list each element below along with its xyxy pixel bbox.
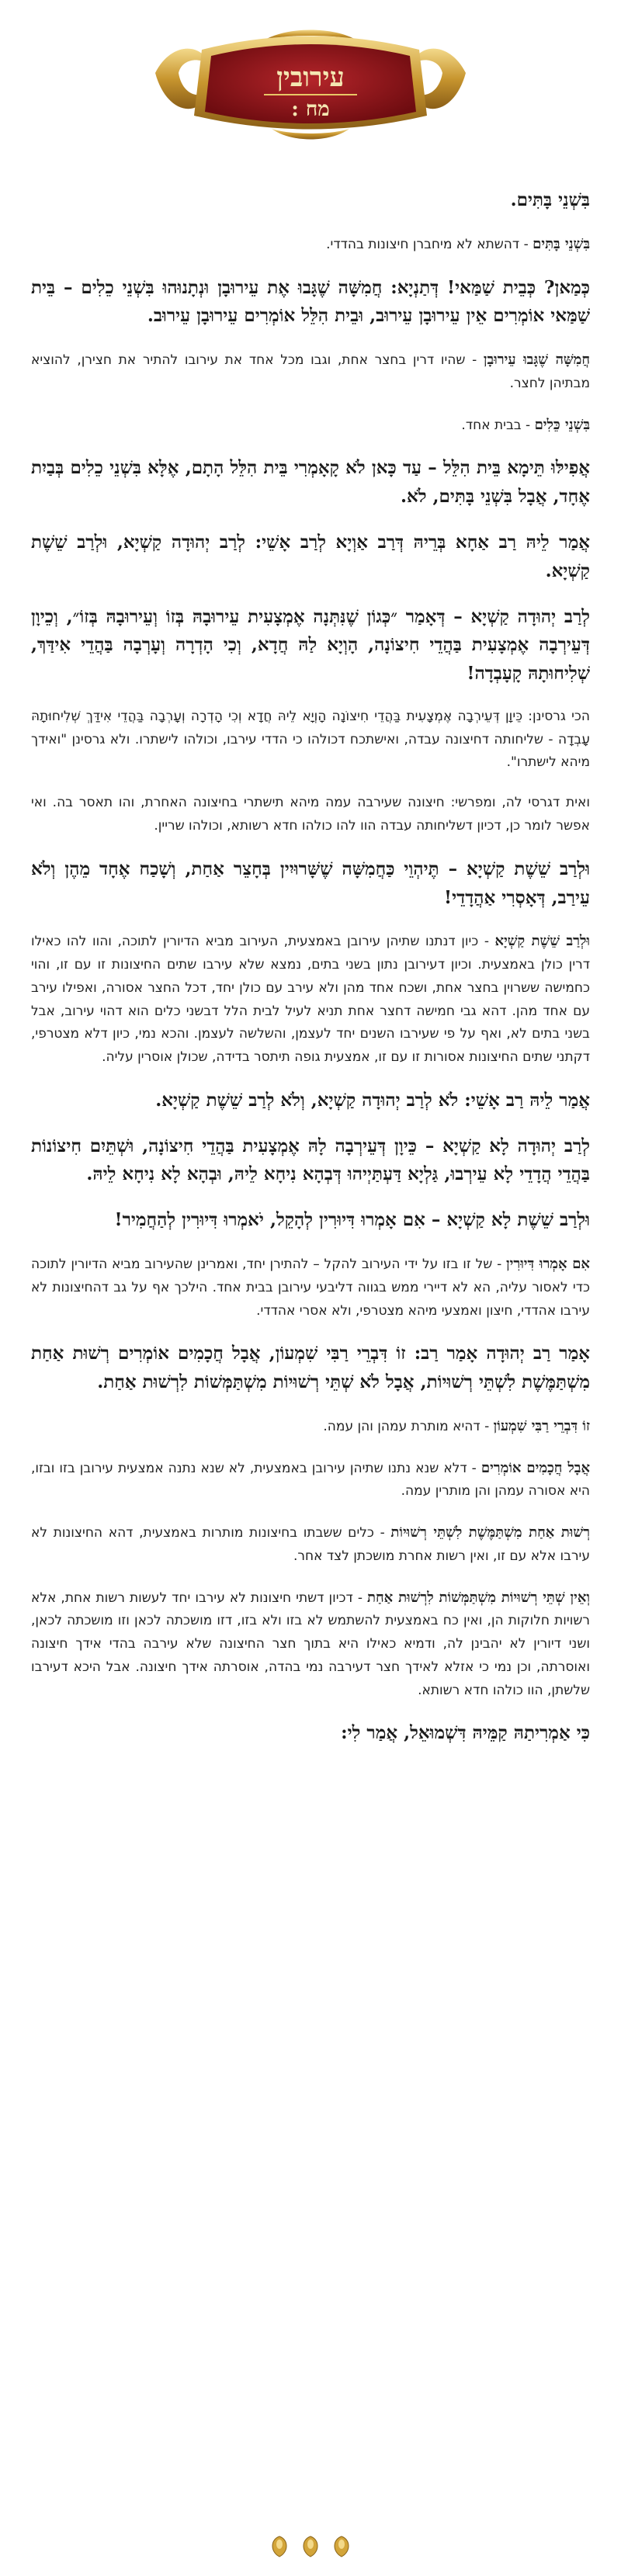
footer-ornament (0, 2533, 621, 2564)
rashi-paragraph (31, 792, 590, 838)
dibur-hamatchil: אִם אָמְרוּ דִּיוּרִין (506, 1256, 590, 1272)
rashi-paragraph (31, 706, 590, 775)
rashi-paragraph (31, 1252, 590, 1323)
paragraph-text: - דהשתא לא מיחברן חיצונות בהדדי. (326, 236, 533, 252)
rashi-paragraph (31, 929, 590, 1070)
header-banner (147, 26, 474, 143)
rashi-paragraph (31, 1520, 590, 1569)
paragraph-text: אֲמַר לֵיהּ רַב אַחָא בְּרֵיהּ דְּרַב אַוְיָא לְרַב אָשֵׁי: לְרַב יְהוּדָה קַשְׁיָא, וּלְרַב שֵׁשֶׁת קַשְׁיָא. (31, 531, 590, 581)
gemara-paragraph (31, 454, 590, 511)
gemara-paragraph (31, 855, 590, 913)
paragraph-text: אֲפִילּוּ תֵּימָא בֵּית הִלֵּל – עַד כָּאן לֹא קָאָמְרִי בֵּית הִלֵּל הָתָם, אֶלָּא בִּשְׁנֵי כֵלִים בְּבַיִת אֶחָד, אֲבָל בִּשְׁנֵי בָּתִּים, לֹא. (31, 457, 590, 508)
rashi-paragraph (31, 232, 590, 257)
paragraph-text: - דהיא מותרת עמהן והן עמה. (323, 1418, 494, 1434)
paragraph-text: אָמַר רַב יְהוּדָה אָמַר רַב: זוֹ דִּבְרֵי רַבִּי שִׁמְעוֹן, אֲבָל חֲכָמִים אוֹמְרִים רְשׁוּת אַחַת מִשְׁתַּמֶּשֶׁת לִשְׁתֵּי רְשׁוּיוֹת, אֲבָל לֹא שְׁתֵּי רְשׁוּיוֹת מִשְׁתַּמְּשׁוֹת לִרְשׁוּת אַחַת. (31, 1343, 590, 1393)
dibur-hamatchil: רְשׁוּת אַחַת מִשְׁתַּמֶּשֶׁת לִשְׁתֵּי רְשׁוּיוֹת (390, 1524, 590, 1541)
paragraph-text: לְרַב יְהוּדָה קַשְׁיָא – דְּאָמַר ״כְּגוֹן שֶׁנִּתְּנָה אֶמְצָעִית עֵירוּבָהּ בְּזוֹ וְעֵירוּבָהּ בְּזוֹ״, וְכֵיוָן דְּעֵירְבָה אֶמְצָעִית בַּהֲדֵי חִיצוֹנָה, הָוְיָא לַהּ חֲדָא, וְכִי הָדְרָה וְעָרְבָה בַּהֲדֵי אִידַּךְ, שְׁלִיחוּתָהּ קָעָבְדָה! (31, 605, 590, 685)
dibur-hamatchil: וְאֵין שְׁתֵּי רְשׁוּיוֹת מִשְׁתַּמְּשׁוֹת לִרְשׁוּת אַחַת (367, 1589, 590, 1606)
gemara-paragraph (31, 186, 590, 215)
rashi-paragraph (31, 413, 590, 438)
gemara-paragraph (31, 1206, 590, 1235)
dibur-hamatchil: חֲמִשָּׁה שֶׁגָּבוּ עֵירוּבָן (483, 352, 590, 369)
gemara-paragraph (31, 529, 590, 586)
paragraph-text: לְרַב יְהוּדָה לָא קַשְׁיָא – כֵּיוָן דְּעֵירְבָה לָהּ אֶמְצָעִית בַּהֲדֵי חִיצוֹנָה, וּשְׁתֵּיִם חִיצוֹנוֹת בַּהֲדֵי הֲדָדֵי לָא עֵירְבוּ, גַּלְיָא דַּעְתַּיְיהוּ דְּבְהָא נִיחָא לֵיהּ, וּבְהָא לָא נִיחָא לֵיהּ. (31, 1135, 590, 1185)
rashi-paragraph (31, 1586, 590, 1703)
paragraph-text: וּלְרַב שֵׁשֶׁת קַשְׁיָא – תֶּיהְוֵי כַּחֲמִשָּׁה שֶׁשָּׁרוּיִין בְּחָצֵר אַחַת, וְשָׁכַח אֶחָד מֵהֶן וְלֹא עֵירַב, דְּאָסְרִי אַהֲדָדֵי! (31, 858, 590, 908)
paragraph-text: בִּשְׁנֵי בָּתִּים. (510, 189, 590, 210)
daf-number: מח : (291, 98, 330, 121)
gemara-paragraph (31, 1719, 590, 1748)
gemara-paragraph (31, 1132, 590, 1190)
paragraph-text: ואית דגרסי לה, ומפרשי: חיצונה שעירבה עמה מיהא תישתרי בחיצונה האחרת, והו תאסר בה. ואי אפשר לומר כן, דכיון דשליחותה עבדה הוו להו כולהו חדא רשותא, וכולהו שריין. (31, 795, 590, 834)
dibur-hamatchil: זוֹ דִּבְרֵי רַבִּי שִׁמְעוֹן (493, 1417, 590, 1434)
gemara-paragraph (31, 603, 590, 688)
paragraph-text: כִּי אַמְרִיתַהּ קַמֵּיהּ דִּשְׁמוּאֵל, אֲמַר לִי: (341, 1722, 590, 1744)
dibur-hamatchil: וּלְרַב שֵׁשֶׁת קַשְׁיָא (494, 933, 590, 950)
dibur-hamatchil: אֲבָל חֲכָמִים אוֹמְרִים (480, 1459, 590, 1476)
rashi-paragraph (31, 1456, 590, 1504)
gemara-paragraph (31, 1340, 590, 1397)
paragraph-text: - כיון דנתנו שתיהן עירובן באמצעית, העירוב מביא הדיורין לתוכה, והוו להו כאילו דרין כולן באמצעית. וכיון דעירובן נתון בשני בתים, נמצא שלא עירבו שתים החיצונות זו עם זו, והוי כחמישה ששרוין בחצר אחת, ושכח אחד מהן ולא עירב עם כולן יחד, דכל החצר אסורה, ואפילו עירב עם אחד מהן. דהא גבי חמישה דחצר אחת תניא לעיל לבית הלל דבשני כלים הוא דהוי עירוב, אבל בשני בתים לא, ואף על פי שעירבו השנים יחד לעצמן, והשלשה לעצמן. והכא נמי, כיון דלא מצטרפי, דקתני שתים החיצונות אסורות זו עם זו, אמצעית גופה תיתסר בדידה, שכולן אוסרין עליה. (31, 934, 590, 1066)
dibur-hamatchil: בִּשְׁנֵי בָּתִּים (533, 235, 590, 252)
dibur-hamatchil: בִּשְׁנֵי כֵּלִים (534, 416, 590, 433)
paragraph-text: - דלא שנא נתנו שתיהן עירובן באמצעית, לא שנא נתנה אמצעית עירובן בזו ובזו, היא אסורה עמהן והן מותרין עמה. (31, 1460, 590, 1499)
gemara-paragraph (31, 274, 590, 331)
rashi-paragraph (31, 348, 590, 396)
gemara-paragraph (31, 1087, 590, 1115)
rashi-paragraph (31, 1414, 590, 1439)
tractate-title: עירובין (276, 62, 345, 93)
paragraph-text: הכי גרסינן: כֵּיוָן דְּעֵירְבָה אֶמְצָעִית בַּהֲדֵי חִיצוֹנָה הָוְיָא לֵיהּ חֲדָא וְכִי הָדְרָה וְעָרְבָה בַּהֲדֵי אִידַּךְ שְׁלִיחוּתָהּ עָבְדָה - שליחותה דחיצונה עבדה, ואישתכח דכולהו כי הדדי עירבו, וכולהו לישתרו. ולא גרסינן "ואידך מיהא לישתרו". (31, 708, 590, 771)
paragraph-text: - של זו בזו על ידי העירוב להקל – להתירן יחד, ואמרינן שהעירוב מביא הדיורין לתוכה כדי לאסור עליה, הא לא דיירי ממש בגווה דליבעי עירובן בבית אחד. הילכך אף על גב דהחיצונות לא עירבו אהדדי, חיצון ואמצעי מיהא מצטרפי, ולא אסרי אהדדי. (31, 1257, 590, 1319)
paragraph-text: כְּמַאן? כְּבֵית שַׁמַּאי! דְּתַנְיָא: חֲמִשָּׁה שֶׁגָּבוּ אֶת עֵירוּבָן וּנְתָנוּהוּ בִּשְׁנֵי כֵלִים – בֵּית שַׁמַּאי אוֹמְרִים אֵין עֵירוּבָן עֵירוּב, וּבֵית הִלֵּל אוֹמְרִים עֵירוּבָן עֵירוּב. (31, 276, 590, 327)
paragraph-text: - דכיון דשתי חיצונות לא עירבו יחד לעשות רשות אחת, אלא רשויות חלוקות הן, ואין כח באמצעית להשתמש לא בזו ולא בזו, דזו מושכתה לכאן וזו מושכתה לכאן, ושני דיורין לא יהבינן לה, ודמיא כאילו היא בתוך חצר החיצונה שלא עירבה בהדי אידך חיצונה ואוסרתה, וכן נמי כי אזלא לאידך חצר דעירבה נמי בהדה, אוסרתה אידך חיצונה. אבל היכא דעירבו שלשתן, הוו כולהו חדא רשותא. (31, 1590, 590, 1698)
ornament-icon (264, 2533, 357, 2561)
paragraph-text: - שהיו דרין בחצר אחת, וגבו מכל אחד את עירובו להתיר את חצירן, להוציא מבתיהן לחצר. (31, 352, 590, 391)
paragraph-text: - בבית אחד. (461, 417, 535, 433)
paragraph-text: אֲמַר לֵיהּ רַב אָשֵׁי: לֹא לְרַב יְהוּדָה קַשְׁיָא, וְלֹא לְרַב שֵׁשֶׁת קַשְׁיָא. (155, 1089, 590, 1111)
text-content (31, 186, 590, 1765)
paragraph-text: וּלְרַב שֵׁשֶׁת לָא קַשְׁיָא – אִם אָמְרוּ דִּיוּרִין לְהָקֵל, יֹאמְרוּ דִּיוּרִין לְהַחֲמִיר! (114, 1209, 590, 1231)
paragraph-text: - כלים ששבתו בחיצונות מותרות באמצעית, דהא החיצונות לא עירבו אלא עם זו, ואין רשות אחרת מושכתן לצד אחר. (31, 1525, 590, 1564)
